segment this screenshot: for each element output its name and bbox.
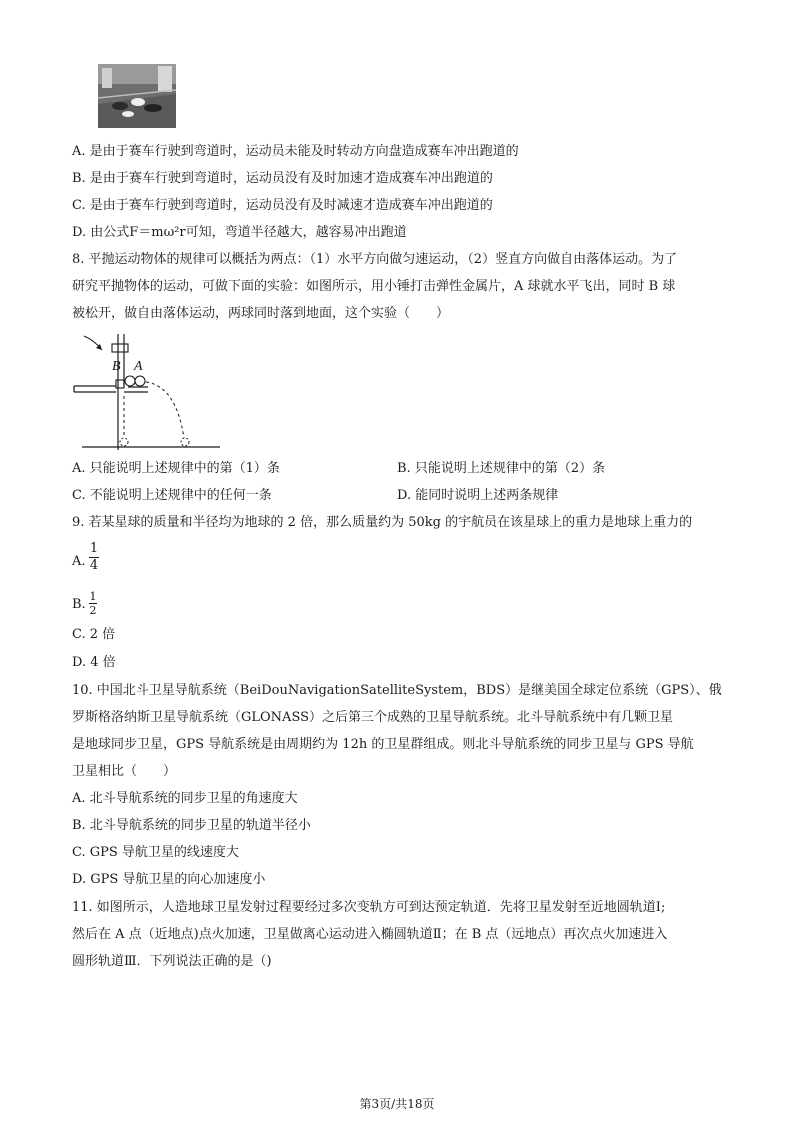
q8-projectile-diagram: [72, 330, 222, 455]
q10-option-a: A. 北斗导航系统的同步卫星的角速度大: [72, 791, 298, 806]
q8-option-a: A. 只能说明上述规律中的第（1）条: [72, 461, 280, 476]
page-footer: 第3页/共18页: [359, 1097, 435, 1111]
q9-option-a-fraction: [89, 542, 99, 573]
q9-option-c: C. 2 倍: [72, 627, 116, 642]
q8-stem-line3: 被松开，做自由落体运动，两球同时落到地面，这个实验（ ）: [72, 306, 450, 321]
q7-option-d: D. 由公式F＝mω²r可知，弯道半径越大，越容易冲出跑道: [72, 225, 407, 240]
q10-stem-line2: 罗斯格洛纳斯卫星导航系统（GLONASS）之后第三个成熟的卫星导航系统。北斗导航系统中有几颗卫星: [72, 710, 674, 725]
diagram-label-b: B: [112, 359, 121, 374]
q8-option-d: D. 能同时说明上述两条规律: [397, 488, 559, 503]
q9-stem: 9. 若某星球的质量和半径均为地球的 2 倍，那么质量约为 50kg 的宇航员在该星球上的重力是地球上重力的: [72, 515, 693, 530]
q9-option-b-fraction: [89, 591, 97, 616]
q7-option-a: A. 是由于赛车行驶到弯道时，运动员未能及时转动方向盘造成赛车冲出跑道的: [72, 144, 519, 159]
q11-stem-line3: 圆形轨道Ⅲ．下列说法正确的是（): [72, 954, 272, 969]
diagram-label-a: A: [134, 359, 143, 374]
q9-option-a-denominator: 4: [89, 558, 99, 573]
q9-option-d: D. 4 倍: [72, 655, 116, 670]
q7-option-b: B. 是由于赛车行驶到弯道时，运动员没有及时加速才造成赛车冲出跑道的: [72, 171, 493, 186]
q9-option-b-numerator: 1: [89, 590, 97, 603]
q8-stem-line2: 研究平抛物体的运动，可做下面的实验：如图所示，用小锤打击弹性金属片，A 球就水平飞出，同时 B 球: [72, 279, 676, 294]
q9-option-a-label: A.: [72, 554, 86, 569]
q7-option-c: C. 是由于赛车行驶到弯道时，运动员没有及时减速才造成赛车冲出跑道的: [72, 198, 493, 213]
q10-option-d: D. GPS 导航卫星的向心加速度小: [72, 872, 266, 887]
q8-stem-line1: 8. 平抛运动物体的规律可以概括为两点：（1）水平方向做匀速运动，（2）竖直方向做自由落体运动。为了: [72, 252, 678, 267]
q8-option-c: C. 不能说明上述规律中的任何一条: [72, 488, 272, 503]
q10-option-c: C. GPS 导航卫星的线速度大: [72, 845, 239, 860]
q11-stem-line2: 然后在 A 点（近地点)点火加速，卫星做离心运动进入椭圆轨道Ⅱ；在 B 点（远地点）再次点火加速进入: [72, 927, 668, 942]
q9-option-b-label: B.: [72, 597, 86, 612]
q8-option-b: B. 只能说明上述规律中的第（2）条: [397, 461, 606, 476]
q10-stem-line1: 10. 中国北斗卫星导航系统（BeiDouNavigationSatelliteSystem，BDS）是继美国全球定位系统（GPS）、俄: [72, 683, 722, 698]
q10-stem-line3: 是地球同步卫星，GPS 导航系统是由周期约为 12h 的卫星群组成。则北斗导航系统的同步卫星与 GPS 导航: [72, 737, 694, 752]
q11-stem-line1: 11. 如图所示，人造地球卫星发射过程要经过多次变轨方可到达预定轨道．先将卫星发射至近地圆轨道Ⅰ;: [72, 900, 666, 915]
q9-option-a-numerator: 1: [89, 541, 99, 556]
q9-option-b-denominator: 2: [89, 604, 97, 617]
q10-stem-line4: 卫星相比（ ）: [72, 764, 177, 779]
race-car-photo: [98, 64, 176, 128]
q10-option-b: B. 北斗导航系统的同步卫星的轨道半径小: [72, 818, 311, 833]
